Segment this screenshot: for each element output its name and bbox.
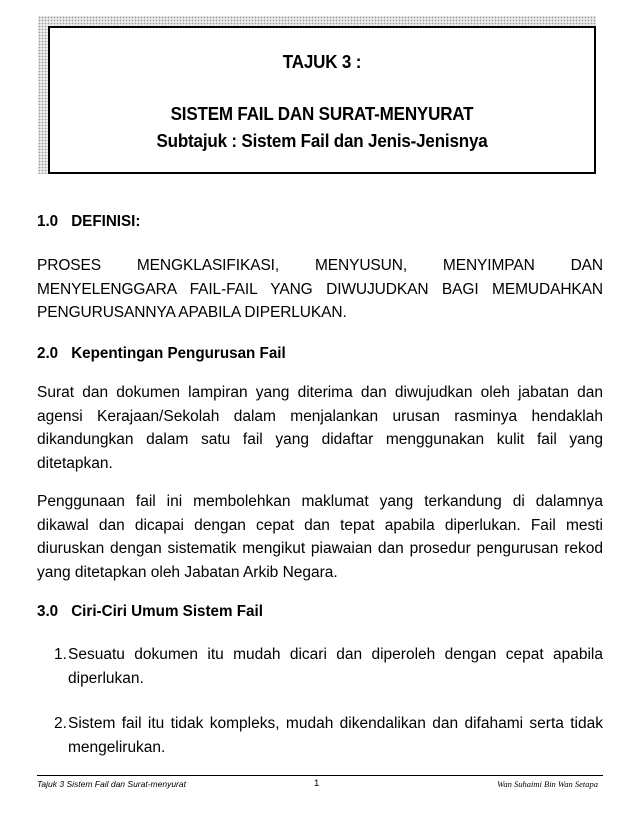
section-1-heading	[37, 213, 140, 231]
section-1-number: 1.0	[37, 213, 59, 230]
title-box	[38, 16, 596, 174]
topic-name: SISTEM FAIL DAN SURAT-MENYURAT	[170, 103, 474, 124]
section-2-number: 2.0	[37, 345, 59, 362]
section-2-title: Kepentingan Pengurusan Fail	[71, 345, 286, 362]
section-2-paragraph-2: Penggunaan fail ini membolehkan maklumat yang terkandung di dalamnya dikawal dan dicapai dengan cepat dan tepat apabila diperlukan. Fail mesti diuruskan dengan sistematik mengikut piawaian dan prosedur pengurusan rekod yang ditetapkan oleh Jabatan Arkib Negara.	[37, 493, 603, 581]
topic-title: TAJUK 3 :	[282, 51, 362, 72]
section-2-heading	[37, 345, 286, 363]
title-frame	[48, 26, 596, 174]
list-marker: 1.	[54, 646, 67, 663]
list-item	[37, 712, 603, 759]
subtopic-title: Subtajuk : Sistem Fail dan Jenis-Jenisnya	[156, 130, 488, 151]
list-item-text: Sistem fail itu tidak kompleks, mudah dikendalikan dan difahami serta tidak mengelirukan.	[68, 715, 603, 756]
page-number: 1	[314, 778, 320, 789]
footer-divider	[37, 775, 603, 776]
characteristics-list	[37, 643, 603, 759]
list-item-text: Sesuatu dokumen itu mudah dicari dan diperoleh dengan cepat apabila diperlukan.	[68, 646, 603, 687]
section-3-number: 3.0	[37, 603, 59, 620]
list-marker: 2.	[54, 715, 67, 732]
footer-left-text: Tajuk 3 Sistem Fail dan Surat-menyurat	[37, 779, 186, 789]
section-3-title: Ciri-Ciri Umum Sistem Fail	[71, 603, 263, 620]
footer-author: Wan Suhaimi Bin Wan Setapa	[497, 779, 598, 789]
section-2-paragraph-1: Surat dan dokumen lampiran yang diterima dan diwujudkan oleh jabatan dan agensi Kerajaan/Sekolah dalam menjalankan urusan rasminya hendaklah dikandungkan dalam satu fail yang didaftar menggunakan kulit fail yang ditetapkan.	[37, 384, 603, 472]
definition-paragraph: PROSES MENGKLASIFIKASI, MENYUSUN, MENYIMPAN DAN MENYELENGGARA FAIL-FAIL YANG DIWUJUDKAN BAGI MEMUDAHKAN PENGURUSANNYA APABILA DIPERLUKAN.	[37, 257, 603, 321]
section-3-heading	[37, 603, 263, 621]
section-1-title: DEFINISI:	[71, 213, 141, 230]
list-item	[37, 643, 603, 690]
